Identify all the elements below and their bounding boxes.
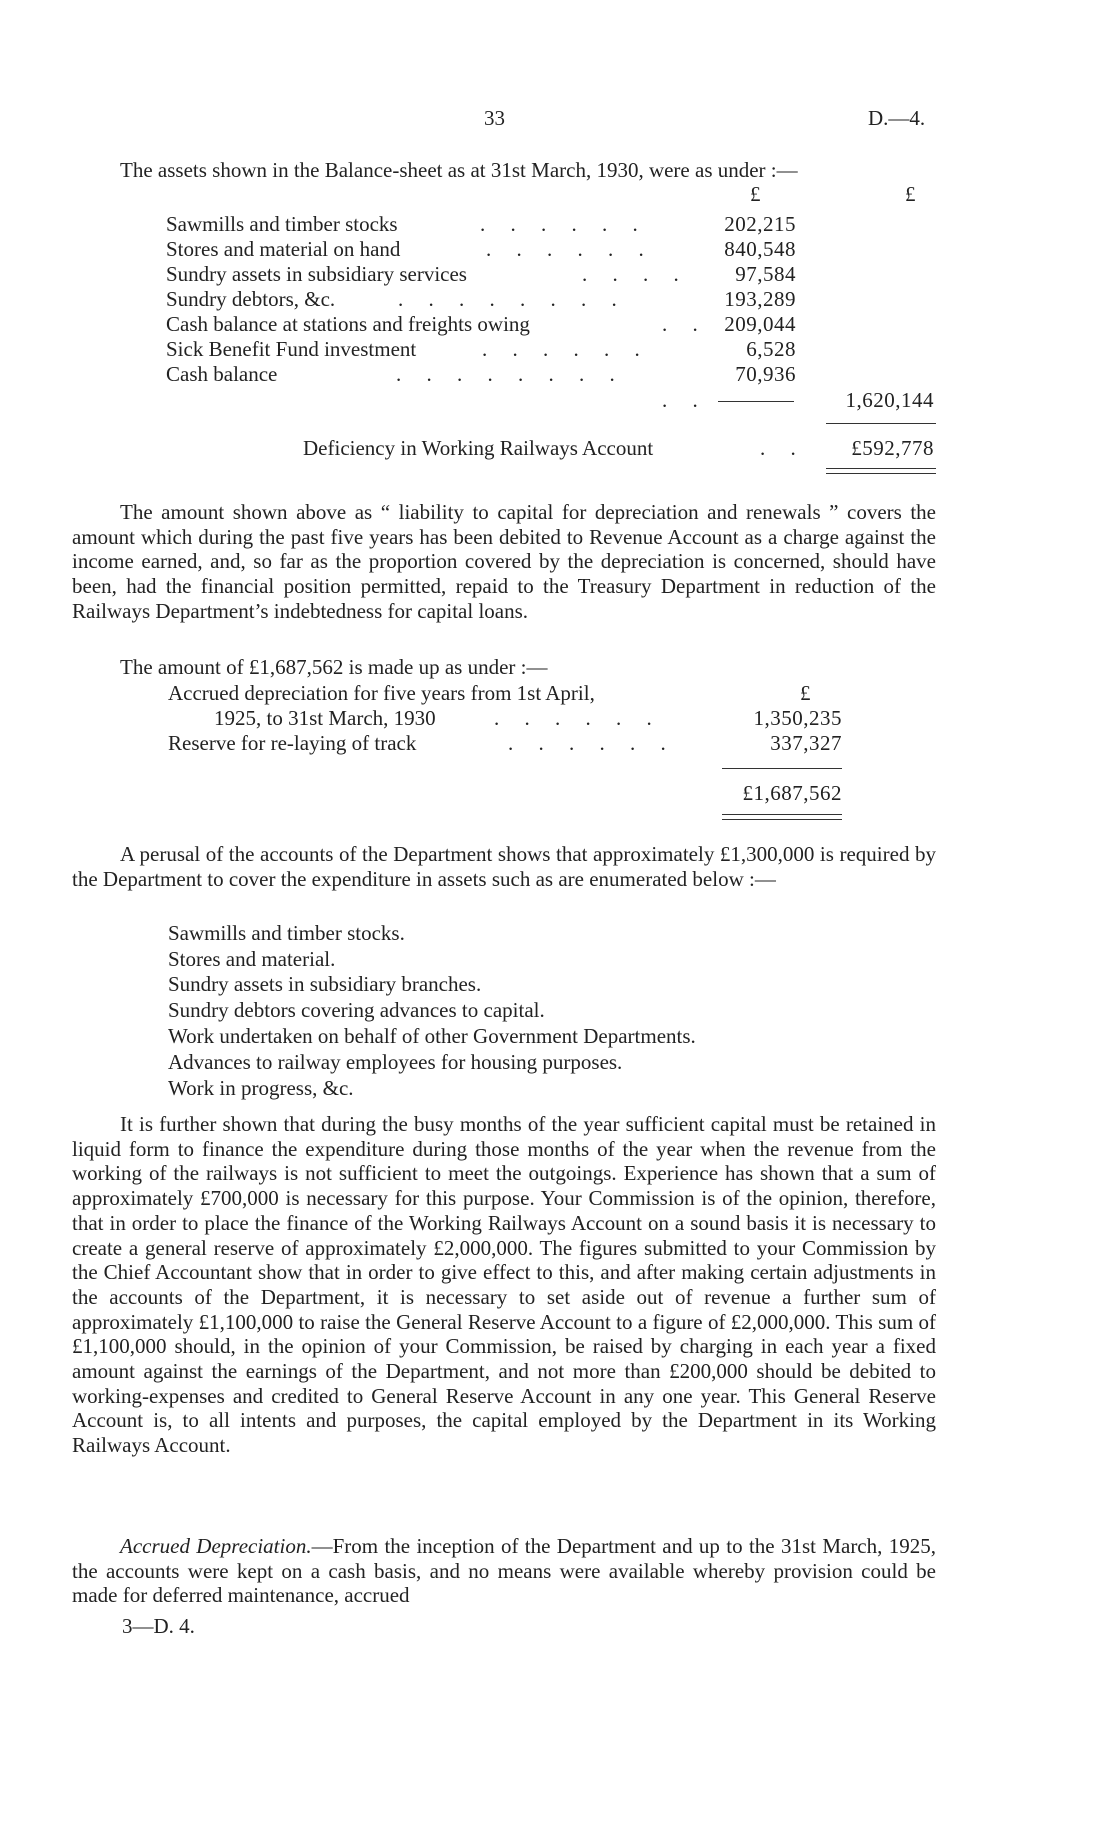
list-item: Sundry assets in subsidiary branches. [168, 972, 482, 996]
made-up-currency: £ [800, 681, 811, 705]
made-up-total: £1,687,562 [742, 781, 842, 805]
leader-dots: . . . . . . . . [396, 362, 625, 386]
asset-row-value: 6,528 [746, 337, 796, 361]
double-rule-bottom [826, 473, 936, 474]
deficiency-label: Deficiency in Working Railways Account [303, 436, 654, 460]
leader-dots: . . . . . . [480, 212, 648, 236]
deficiency-value: £592,778 [851, 436, 934, 460]
asset-row-value: 840,548 [724, 237, 796, 261]
leader-dots: . . . . . . . . [398, 287, 627, 311]
made-up-line2-value: 337,327 [770, 731, 842, 755]
list-item: Work undertaken on behalf of other Government Departments. [168, 1024, 696, 1048]
asset-row-label: Cash balance at stations and freights owing [166, 312, 530, 336]
leader-dots: . . . . [582, 262, 689, 286]
made-up-line2: Reserve for re-laying of track [168, 731, 417, 755]
paragraph-depreciation-liability: The amount shown above as “ liability to capital for depreciation and renewals ” covers the amount which during the past five years has been debited to Revenue Account as a charge against the income earned, and, so far as the proportion covered by the depreciation is concerned, should have been, had the financial position permitted, repaid to the Treasury Department in reduction of the Railways Department’s indebtedness for capital loans. [72, 500, 936, 623]
asset-row-label: Sawmills and timber stocks [166, 212, 398, 236]
double-rule-top [826, 468, 936, 469]
asset-row-value: 193,289 [724, 287, 796, 311]
assets-intro: The assets shown in the Balance-sheet as at 31st March, 1930, were as under :— [120, 158, 798, 182]
leader-dots: . . [662, 388, 708, 412]
list-item: Work in progress, &c. [168, 1076, 354, 1100]
document-reference: D.—4. [868, 106, 926, 130]
total-rule [826, 423, 936, 424]
leader-dots: . . . . . . [494, 706, 662, 730]
made-up-line1-value: 1,350,235 [753, 706, 842, 730]
list-item: Stores and material. [168, 947, 336, 971]
leader-dots: . . [662, 312, 708, 336]
made-up-intro: The amount of £1,687,562 is made up as under :— [120, 655, 548, 679]
double-rule-bottom [722, 819, 842, 820]
asset-row-label: Cash balance [166, 362, 278, 386]
list-item: Sundry debtors covering advances to capital. [168, 998, 545, 1022]
asset-row-value: 70,936 [735, 362, 796, 386]
asset-row-value: 202,215 [724, 212, 796, 236]
asset-row-label: Sundry assets in subsidiary services [166, 262, 467, 286]
subtotal-rule [718, 401, 794, 402]
asset-row-label: Stores and material on hand [166, 237, 401, 261]
paragraph-assets-requirement: A perusal of the accounts of the Department shows that approximately £1,300,000 is required by the Department to cover the expenditure in assets such as are enumerated below :— [72, 842, 936, 891]
leader-dots: . . . . . . [482, 337, 650, 361]
leader-dots: . . . . . . [486, 237, 654, 261]
paragraph-accrued-depreciation [72, 1534, 936, 1608]
page-number: 33 [484, 106, 505, 130]
made-up-line1b: 1925, to 31st March, 1930 [214, 706, 436, 730]
subtotal-rule [722, 768, 842, 769]
double-rule-top [722, 814, 842, 815]
paragraph-general-reserve: It is further shown that during the busy months of the year sufficient capital must be retained in liquid form to finance the expenditure during those months of the year when the revenue from the working of the railways is not sufficient to meet the outgoings. Experience has shown that a sum of approximately £700,000 is necessary for this purpose. Your Commission is of the opinion, therefore, that in order to place the finance of the Working Railways Account on a sound basis it is necessary to create a general reserve of approximately £2,000,000. The figures submitted to your Commission by the Chief Accountant show that in order to give effect to this, and after making certain adjustments in the accounts of the Department, it is necessary to set aside out of revenue a further sum of approximately £1,100,000 to raise the General Reserve Account to a figure of £2,000,000. This sum of £1,100,000 should, in the opinion of your Commission, be raised by charging in each year a fixed amount against the earnings of the Department, and not more than £200,000 should be debited to working-expenses and credited to General Reserve Account in any one year. This General Reserve Account is, to all intents and purposes, the capital employed by the Department in its Working Railways Account. [72, 1112, 936, 1458]
footer-signature-mark: 3—D. 4. [122, 1614, 195, 1638]
asset-row-label: Sick Benefit Fund investment [166, 337, 417, 361]
asset-row-value: 209,044 [724, 312, 796, 336]
paragraph-text: —From the inception of the Department and up to the 31st March, 1925, the accounts were kept on a cash basis, and no means were available whereby provision could be made for deferred maintenance, accrued [72, 1534, 936, 1608]
list-item: Sawmills and timber stocks. [168, 921, 405, 945]
currency-column-1: £ [750, 182, 761, 206]
section-heading: Accrued Depreciation. [120, 1534, 312, 1558]
asset-row-value: 97,584 [735, 262, 796, 286]
assets-total: 1,620,144 [845, 388, 934, 412]
list-item: Advances to railway employees for housing purposes. [168, 1050, 623, 1074]
made-up-line1a: Accrued depreciation for five years from 1st April, [168, 681, 595, 705]
asset-row-label: Sundry debtors, &c. [166, 287, 336, 311]
leader-dots: . . [760, 436, 806, 460]
leader-dots: . . . . . . [508, 731, 676, 755]
currency-column-2: £ [905, 182, 916, 206]
